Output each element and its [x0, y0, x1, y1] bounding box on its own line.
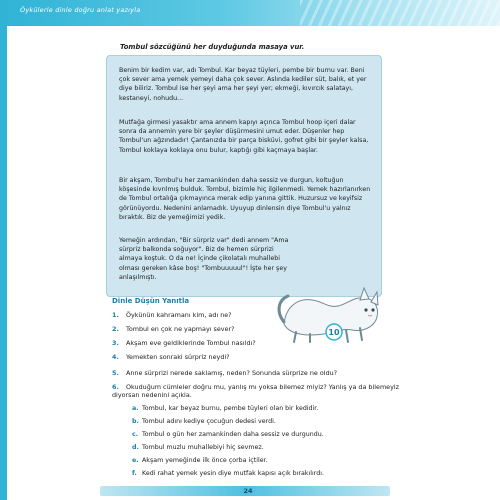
story-paragraph-3: Bir akşam, Tombul'u her zamankinden daha sessiz ve durgun, koltuğun köşesinde kıvrılmış bulduk. Tombul, bizimle hiç ilgilenmedi. Yemek hazırlanırken de Tombul ortalığa çıkmayınca merak edip yanına gittik. Huzursuz ve keyifsiz görünüyordu. Nedenini anlamadık. Uyuyup dinlensin diye Tombul'u yalnız bıraktık. Biz de yemeğimizi yedik.: [119, 177, 371, 221]
question-1: 1. Öykünün kahramanı kim, adı ne?: [112, 311, 232, 319]
option-a: a. Tombul, kar beyaz burnu, pembe tüyleri olan bir kedidir.: [132, 405, 319, 412]
option-f: f. Kedi rahat yemek yesin diye mutfak kapısı açık bırakılırdı.: [132, 470, 324, 477]
story-paragraph-2: Mutfağa girmesi yasaktır ama annem kapıyı açınca Tombul hoop içeri dalar sonra da annemin yere bir şeyler düşürmesini umut eder. Düşenler hep Tombul'un ağzındadır! Çantanızda bir parça bisküvi, gofret gibi bir şeyler kalsa, Tombul koklaya koklaya onu bulur, kaptığı gibi kaçmaya başlar.: [119, 119, 369, 154]
option-e: e. Akşam yemeğinde ilk önce çorba içtiler.: [132, 457, 268, 464]
left-stripe: [0, 26, 7, 500]
option-d: d. Tombul muzlu muhallebiyi hiç sevmez.: [132, 444, 264, 451]
option-c: c. Tombul o gün her zamankinden daha sessiz ve durgundu.: [132, 431, 324, 438]
story-paragraph-1: Benim bir kedim var, adı Tombul. Kar beyaz tüyleri, pembe bir burnu var. Beni çok sever ama yemek yemeyi daha çok sever. Aslında kediler süt, balık, et yer diye biliriz. Tombul ise her şeyi ama her şeyi yer; ekmeği, kıvırcık salatayı, kestaneyi, nohudu...: [119, 67, 367, 102]
story-box: [106, 55, 382, 297]
story-paragraph-4: Yemeğin ardından, "Bir sürpriz var" dedi annem "Ama sürpriz balkonda soğuyor". Biz de hemen sürprizi almaya koştuk. O da ne! İçinde çikolatalı muhallebi olması gereken kâse boş! "Tombuuuuul"! İşte her şey anlaşılmıştı.: [119, 237, 289, 281]
question-5: 5. Anne sürprizi nerede saklamış, neden? Sonunda sürprize ne oldu?: [112, 369, 338, 377]
question-6: 6. Okuduğum cümleler doğru mu, yanlış mı yoksa bilemez miyiz? Yanlış ya da bilemeyiz diyorsan nedenini açıkla.: [112, 383, 400, 399]
banner-decoration: [300, 0, 500, 26]
question-4: 4. Yemekten sonraki sürpriz neydi?: [112, 353, 230, 361]
option-b: b. Tombul adını kediye çocuğun dedesi verdi.: [132, 418, 276, 425]
questions-heading: Dinle Düşün Yanıtla: [112, 297, 190, 305]
cat-badge-number: 10: [328, 328, 340, 337]
section-title: Öykülerle dinle doğru anlat yazıyla: [20, 6, 141, 14]
instruction-text: Tombul sözcüğünü her duyduğunda masaya vur.: [120, 43, 305, 51]
header-banner: [0, 0, 500, 26]
question-3: 3. Akşam eve geldiklerinde Tombul nasıldı?: [112, 339, 256, 347]
page-number: 24: [243, 487, 253, 495]
question-2: 2. Tombul en çok ne yapmayı sever?: [112, 325, 235, 333]
